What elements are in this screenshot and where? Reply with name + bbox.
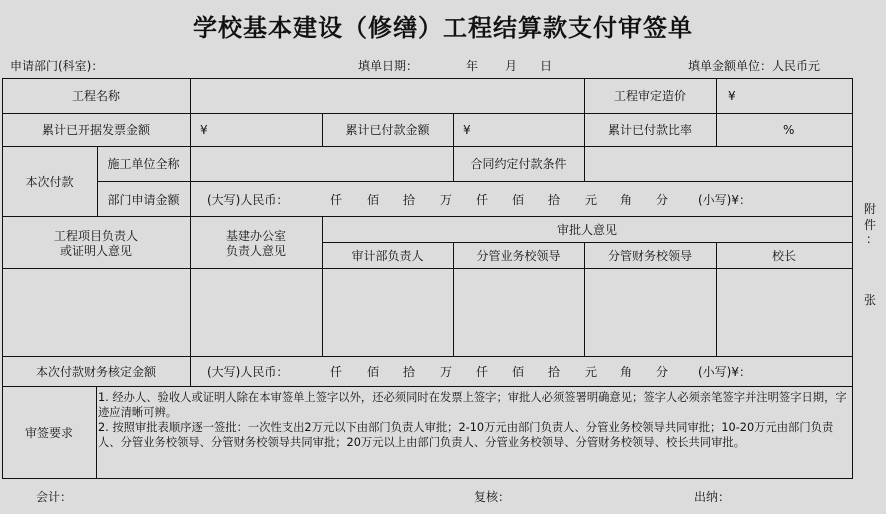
dept-amount-daxie: (大写)人民币：	[207, 193, 289, 207]
rule	[453, 113, 454, 146]
rule	[2, 113, 853, 114]
paid-ratio-percent: %	[783, 123, 795, 137]
unit-label: 元	[585, 193, 598, 207]
rule	[190, 78, 191, 146]
rule	[2, 78, 3, 478]
rule	[2, 146, 853, 147]
dept-amount-xiaoxie: (小写)¥：	[698, 193, 751, 207]
form-title: 学校基本建设（修缮）工程结算款支付审签单	[193, 13, 693, 42]
approved-cost-label: 工程审定造价	[613, 89, 686, 103]
day-label: 日	[540, 59, 553, 73]
unit-label: 仟	[476, 193, 489, 207]
project-name-label: 工程名称	[71, 89, 120, 103]
attachment-label-3: ：	[866, 232, 879, 246]
paid-ratio-label: 累计已付款比率	[607, 123, 692, 137]
reviewer-label: 复核：	[474, 490, 511, 504]
rule	[322, 216, 323, 356]
this-payment-label: 本次付款	[25, 175, 74, 189]
unit-label: 元	[585, 365, 598, 379]
unit-label: 万	[440, 365, 453, 379]
finance-verified-label: 本次付款财务核定金额	[35, 365, 156, 379]
rule	[97, 181, 853, 182]
paid-total-label: 累计已付款金额	[345, 123, 430, 137]
approver-opinion-label: 审批人意见	[556, 223, 617, 237]
attachment-label-1: 附	[864, 202, 877, 216]
pm-opinion-label-1: 工程项目负责人	[53, 229, 138, 243]
pm-opinion-label-2: 或证明人意见	[59, 244, 132, 258]
finance-leader-label: 分管财务校领导	[607, 249, 692, 263]
business-leader-label: 分管业务校领导	[476, 249, 561, 263]
invoice-total-label: 累计已开据发票金额	[41, 123, 150, 137]
attachment-label-2: 件	[864, 218, 877, 232]
date-label: 填单日期：	[358, 59, 419, 73]
month-label: 月	[505, 59, 518, 73]
contractor-label: 施工单位全称	[107, 157, 180, 171]
unit-label: 拾	[548, 193, 561, 207]
office-opinion-label-2: 负责人意见	[225, 244, 286, 258]
requirement-item: 2. 按照审批表顺序逐一签批：一次性支出2万元以下由部门负责人审批；2-10万元由部门负责人、分管业务校领导共同审批；10-20万元由部门负责人、分管业务校领导、分管财务校领导共同审批；20万元以上由部门负责人、分管业务校领导、分管财务校领导、校长共同审批。	[98, 421, 834, 449]
unit-label: 佰	[512, 193, 525, 207]
contract-terms-label: 合同约定付款条件	[470, 157, 567, 171]
unit-label: 角	[620, 193, 633, 207]
approved-cost-yen: ¥	[728, 89, 736, 103]
rule	[190, 146, 191, 216]
unit-label: 拾	[548, 365, 561, 379]
unit-label: 佰	[367, 365, 380, 379]
finance-verified-xiaoxie: (小写)¥：	[698, 365, 751, 379]
year-label: 年	[466, 59, 479, 73]
president-label: 校长	[771, 249, 796, 263]
unit-label: 佰	[367, 193, 380, 207]
attachment-sheets-label: 张	[864, 293, 877, 307]
paid-total-yen: ¥	[463, 123, 471, 137]
unit-label: 佰	[512, 365, 525, 379]
rule	[716, 113, 717, 146]
unit-label: 拾	[403, 193, 416, 207]
audit-head-label: 审计部负责人	[351, 249, 424, 263]
dept-amount-label: 部门申请金额	[107, 193, 180, 207]
unit-label: 仟	[330, 365, 343, 379]
unit-label: 分	[656, 365, 669, 379]
office-opinion-label-1: 基建办公室	[225, 229, 286, 243]
accountant-label: 会计：	[36, 490, 73, 504]
rule	[190, 356, 191, 386]
unit-label: 万	[440, 193, 453, 207]
cashier-label: 出纳：	[694, 490, 731, 504]
rule	[2, 386, 853, 387]
unit-label: 仟	[476, 365, 489, 379]
requirements-label: 审签要求	[24, 426, 73, 440]
rule	[322, 242, 853, 243]
finance-verified-daxie: (大写)人民币：	[207, 365, 289, 379]
rule	[2, 78, 853, 79]
rule	[2, 216, 853, 217]
unit-label: 填单金额单位：人民币元	[688, 59, 821, 73]
rule	[584, 146, 585, 181]
requirement-item: 1. 经办人、验收人或证明人除在本审签单上签字以外，还必须同时在发票上签字；审批人必须签署明确意见；签字人必须亲笔签字并注明签字日期，字迹应清晰可辨。	[98, 391, 847, 419]
invoice-total-yen: ¥	[200, 123, 208, 137]
rule	[2, 478, 853, 479]
unit-label: 拾	[403, 365, 416, 379]
requirements-notes	[98, 390, 850, 450]
unit-label: 角	[620, 365, 633, 379]
dept-label: 申请部门(科室)：	[10, 59, 104, 73]
rule	[852, 78, 853, 478]
unit-label: 分	[656, 193, 669, 207]
rule	[716, 78, 717, 113]
rule	[2, 356, 853, 357]
unit-label: 仟	[330, 193, 343, 207]
rule	[96, 386, 97, 478]
rule	[2, 268, 853, 269]
